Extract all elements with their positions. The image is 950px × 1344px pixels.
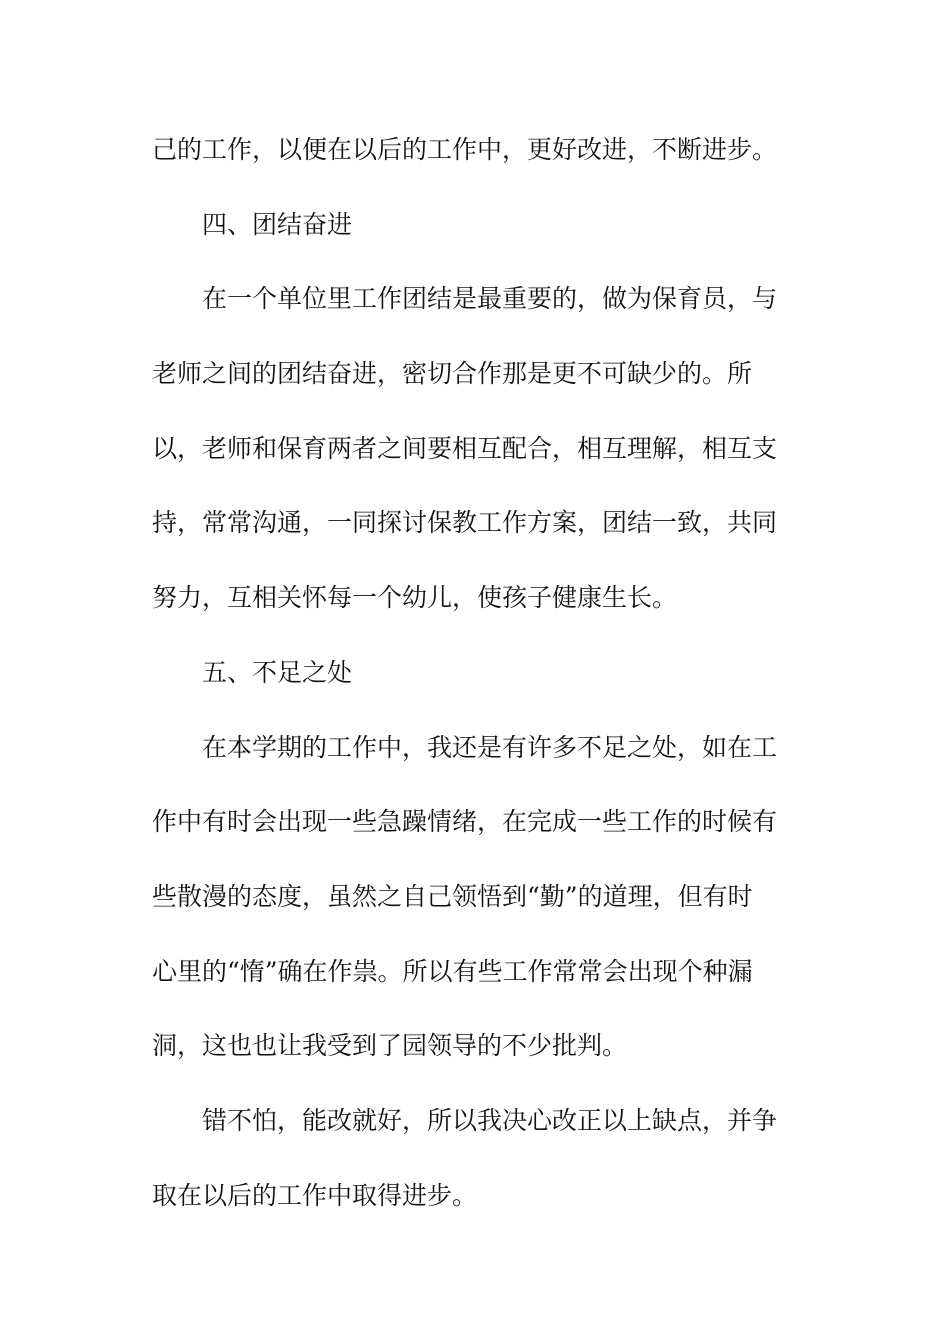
paragraph-line: 在一个单位里工作团结是最重要的，做为保育员，与 [202, 284, 778, 314]
paragraph-line: 作中有时会出现一些急躁情绪，在完成一些工作的时候有 [152, 807, 778, 837]
paragraph-line: 取在以后的工作中取得进步。 [152, 1180, 478, 1210]
document-body [152, 113, 792, 1233]
section-heading-shortcomings: 五、不足之处 [202, 657, 353, 687]
paragraph-line: 己的工作，以便在以后的工作中，更好改进，不断进步。 [152, 135, 778, 164]
paragraph-line: 错不怕，能改就好，所以我决心改正以上缺点，并争 [202, 1105, 778, 1135]
paragraph-line: 老师之间的团结奋进，密切合作那是更不可缺少的。所 [152, 359, 753, 389]
paragraph-line: 心里的“惰”确在作祟。所以有些工作常常会出现个种漏 [152, 956, 753, 986]
paragraph-line: 以，老师和保育两者之间要相互配合，相互理解，相互支 [152, 433, 778, 463]
section-heading-unity: 四、团结奋进 [202, 209, 353, 239]
paragraph-line: 在本学期的工作中，我还是有许多不足之处，如在工 [202, 732, 778, 762]
paragraph-line: 持，常常沟通，一同探讨保教工作方案，团结一致，共同 [152, 508, 778, 538]
paragraph-line: 努力，互相关怀每一个幼儿，使孩子健康生长。 [152, 583, 678, 613]
paragraph-line: 洞，这也也让我受到了园领导的不少批判。 [152, 1031, 628, 1061]
paragraph-line: 些散漫的态度，虽然之自己领悟到“勤”的道理，但有时 [152, 881, 753, 911]
